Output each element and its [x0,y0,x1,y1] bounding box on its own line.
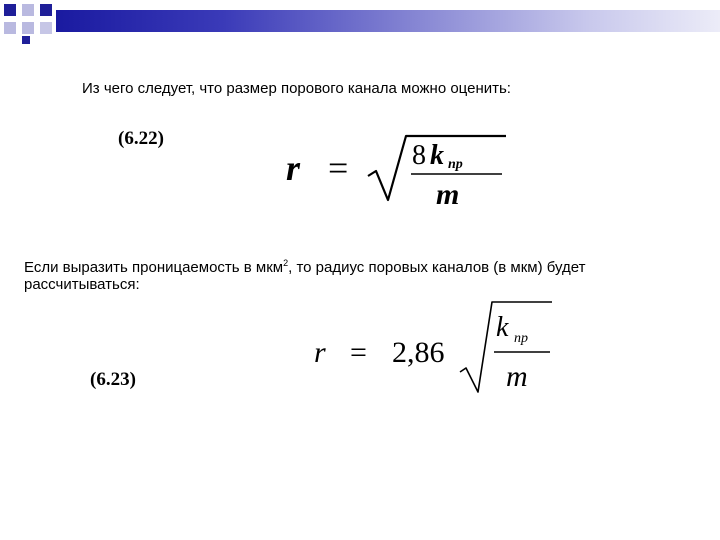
formula1-numerator-var: k [430,140,444,171]
intro-text: Из чего следует, что размер порового канала можно оценить: [82,80,511,97]
formula2-lhs: r [314,336,326,369]
header-band [56,10,720,32]
paragraph-2-text: Если выразить проницаемость в мкм [24,259,284,276]
decorative-squares [0,0,60,48]
formula1-denominator: m [436,178,460,211]
deco-square [4,4,16,16]
deco-square [22,4,34,16]
formula2-coef: 2,86 [392,336,445,369]
formula2-subscript: пр [514,331,528,346]
deco-square [22,22,34,34]
paragraph-2-line-2: рассчитываться: [24,276,140,293]
formula-6-23 [300,292,570,402]
deco-square [4,22,16,34]
formula1-subscript: пр [448,157,463,172]
deco-square [40,22,52,34]
deco-square [40,4,52,16]
formula1-equals: = [328,148,349,188]
formula2-numerator-var: k [496,312,509,343]
paragraph-2-text-cont: , то радиус поровых каналов (в мкм) будет [288,259,586,276]
formula2-equals: = [350,336,367,369]
formula2-denominator: m [506,360,528,393]
deco-square [22,36,30,44]
formula1-coef: 8 [412,140,426,171]
formula-6-22 [270,118,530,218]
equation-number-6-22: (6.22) [118,128,164,149]
superscript: 2 [283,258,289,268]
equation-number-6-23: (6.23) [90,369,136,390]
formula1-lhs: r [286,148,301,188]
